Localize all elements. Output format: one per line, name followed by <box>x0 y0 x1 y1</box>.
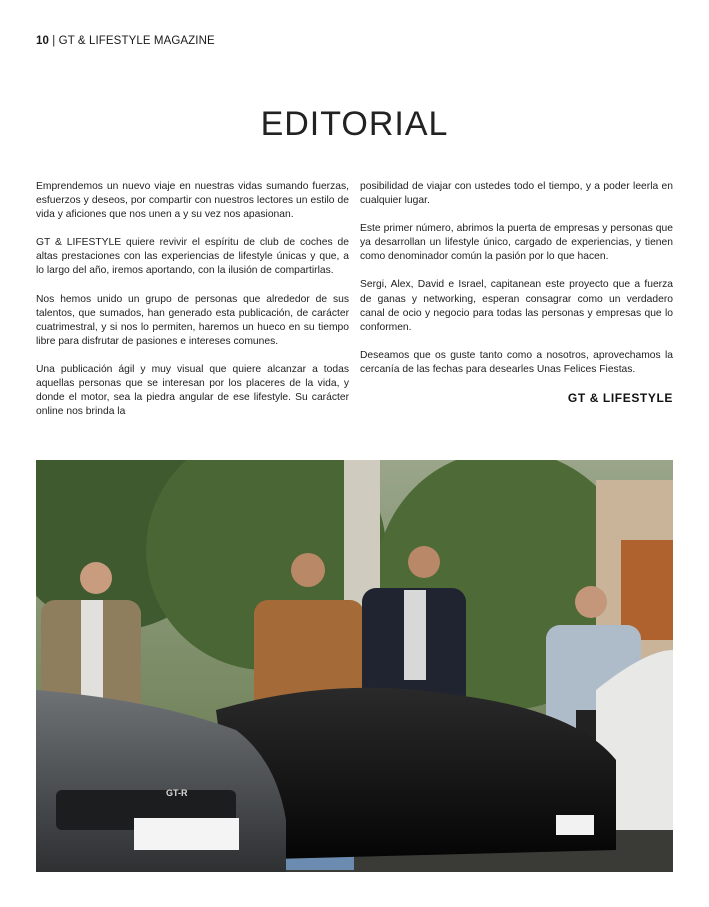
magazine-name: | GT & LIFESTYLE MAGAZINE <box>49 35 215 47</box>
text-column-left <box>36 180 349 433</box>
text-column-right <box>360 180 673 405</box>
license-plate <box>556 815 594 835</box>
paragraph: Emprendemos un nuevo viaje en nuestras vidas sumando fuerzas, esfuerzos y deseos, por compartir con nuestros lectores un estilo de vida y aficiones que nos unen a y su vez nos apasionan. <box>36 181 349 221</box>
page-number: 10 <box>36 35 49 47</box>
license-plate <box>134 818 239 850</box>
group-photo <box>36 460 673 872</box>
paragraph: posibilidad de viajar con ustedes todo el tiempo, y a poder leerla en cualquier lugar. <box>360 181 673 207</box>
building-wall <box>621 540 673 640</box>
car-badge: GT-R <box>166 788 188 798</box>
paragraph: Este primer número, abrimos la puerta de empresas y personas que ya desarrollan un lifestyle único, cargado de experiencias, y tienen como denominador común la pasión por lo que hacen. <box>360 223 673 263</box>
page-title: EDITORIAL <box>260 105 449 143</box>
paragraph: Sergi, Alex, David e Israel, capitanean este proyecto que a fuerza de ganas y networking, esperan consagrar como un verdadero canal de ocio y negocio para todas las personas y empresas que lo conformen. <box>360 279 673 333</box>
paragraph: Deseamos que os guste tanto como a nosotros, aprovechamos la cercanía de las fechas para desearles Unas Felices Fiestas. <box>360 349 673 375</box>
signature: GT & LIFESTYLE <box>567 391 673 406</box>
page-header <box>36 35 215 47</box>
photo-illustration <box>36 460 673 872</box>
paragraph: Una publicación ágil y muy visual que quiere alcanzar a todas aquellas personas que se interesan por los placeres de la vida, y donde el motor, sea la piedra angular de ese lifestyle. Su carácter online nos brinda la <box>36 363 349 418</box>
paragraph: GT & LIFESTYLE quiere revivir el espíritu de club de coches de altas prestaciones con las experiencias de lifestyle únicas y que, a lo largo del año, iremos aportando, con la ilusión de compartirlas. <box>36 237 349 277</box>
paragraph: Nos hemos unido un grupo de personas que alrededor de sus talentos, que sumados, han generado esta publicación, de carácter cuatrimestral, y si nos lo permiten, haremos un hueco en su tiempo libre para disfrutar de pasiones e intereses comunes. <box>36 293 349 347</box>
